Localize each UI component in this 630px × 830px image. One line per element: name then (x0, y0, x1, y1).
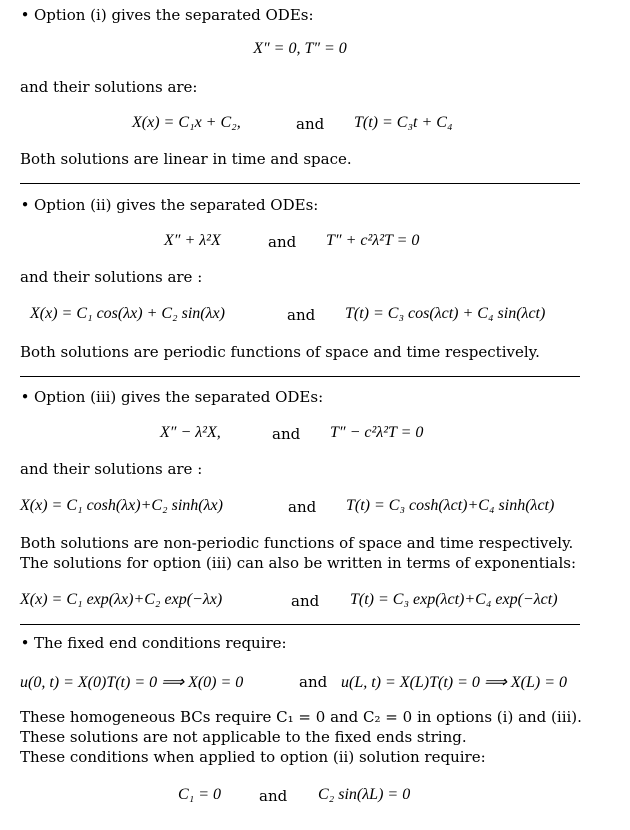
option-iii-exp-and: and (291, 592, 320, 610)
divider (20, 624, 580, 625)
option-iii-exp-t: T(t) = C₃ exp(λct)+C₄ exp(−λct) (350, 591, 558, 608)
bc-right: u(L, t) = X(L)T(t) = 0 ⟹ X(L) = 0 (341, 674, 567, 691)
final-left: C₁ = 0 (178, 786, 222, 803)
option-ii-ode-x: X″ + λ²X (164, 232, 221, 249)
option-iii-intro: and their solutions are : (20, 460, 203, 478)
fixed-end-header: • The fixed end conditions require: (20, 634, 287, 652)
divider (20, 376, 580, 377)
option-i-ode: X″ = 0, T″ = 0 (253, 40, 347, 57)
option-ii-ode-and: and (268, 233, 297, 251)
option-iii-exp-x: X(x) = C₁ exp(λx)+C₂ exp(−λx) (20, 591, 223, 608)
bullet-icon: • (20, 388, 30, 406)
option-iii-note-2: The solutions for option (iii) can also be written in terms of exponentials: (20, 554, 577, 572)
option-ii-header: • Option (ii) gives the separated ODEs: (20, 196, 319, 214)
option-iii-ode-x: X″ − λ²X, (160, 424, 221, 441)
bullet-icon: • (20, 196, 30, 214)
option-ii-solution-x: X(x) = C₁ cos(λx) + C₂ sin(λx) (30, 305, 225, 322)
option-iii-and: and (288, 498, 317, 516)
option-ii-note: Both solutions are periodic functions of space and time respectively. (20, 343, 540, 361)
option-i-header: • Option (i) gives the separated ODEs: (20, 6, 314, 24)
option-iii-solution-t: T(t) = C₃ cosh(λct)+C₄ sinh(λct) (346, 497, 555, 514)
final-and: and (259, 787, 288, 805)
bc-and: and (299, 673, 328, 691)
bc-text-2: These solutions are not applicable to the fixed ends string. (20, 728, 467, 746)
bc-text-1: These homogeneous BCs require C₁ = 0 and C₂ = 0 in options (i) and (iii). (20, 708, 582, 726)
option-i-solution-t: T(t) = C₃t + C₄ (354, 114, 453, 131)
bullet-icon: • (20, 634, 30, 652)
bc-left: u(0, t) = X(0)T(t) = 0 ⟹ X(0) = 0 (20, 674, 244, 691)
option-iii-note-1: Both solutions are non-periodic functions of space and time respectively. (20, 534, 574, 552)
option-iii-ode-t: T″ − c²λ²T = 0 (330, 424, 424, 441)
final-right: C₂ sin(λL) = 0 (318, 786, 411, 803)
option-ii-solution-t: T(t) = C₃ cos(λct) + C₄ sin(λct) (345, 305, 546, 322)
option-ii-ode-t: T″ + c²λ²T = 0 (326, 232, 420, 249)
option-i-note: Both solutions are linear in time and space. (20, 150, 352, 168)
option-i-solution-x: X(x) = C₁x + C₂, (132, 114, 241, 131)
option-iii-ode-and: and (272, 425, 301, 443)
divider (20, 183, 580, 184)
bc-text-3: These conditions when applied to option (ii) solution require: (20, 748, 486, 766)
option-ii-intro: and their solutions are : (20, 268, 203, 286)
bullet-icon: • (20, 6, 30, 24)
option-iii-header: • Option (iii) gives the separated ODEs: (20, 388, 324, 406)
option-ii-and: and (287, 306, 316, 324)
option-i-intro: and their solutions are: (20, 78, 198, 96)
option-i-and: and (296, 115, 325, 133)
option-iii-solution-x: X(x) = C₁ cosh(λx)+C₂ sinh(λx) (20, 497, 223, 514)
